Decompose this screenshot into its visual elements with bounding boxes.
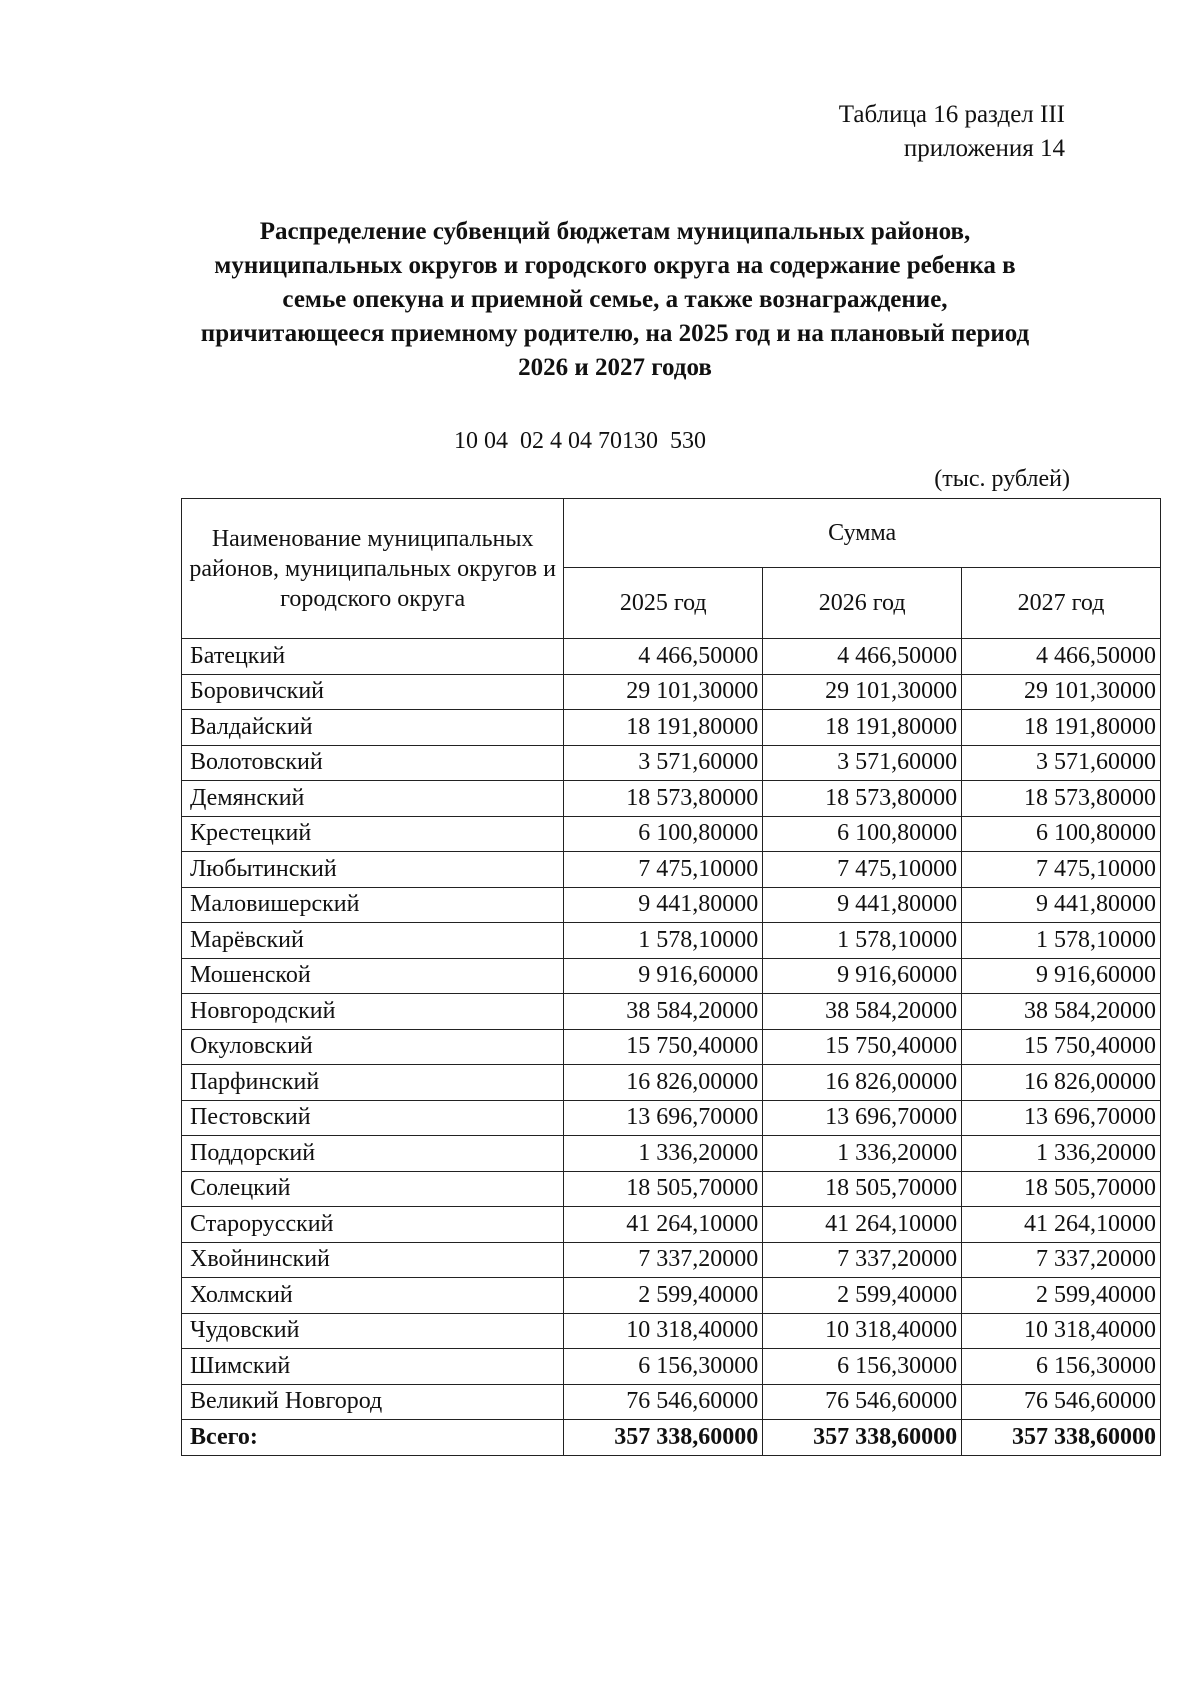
value-2026: 357 338,60000 <box>763 1420 962 1456</box>
sum-column-header: Сумма <box>564 499 1161 568</box>
value-2025: 9 916,60000 <box>564 958 763 994</box>
table-row <box>182 1278 1161 1314</box>
value-2027: 6 100,80000 <box>962 816 1161 852</box>
value-2025: 2 599,40000 <box>564 1278 763 1314</box>
title-line-5: 2026 и 2027 годов <box>518 354 712 381</box>
value-2027: 29 101,30000 <box>962 674 1161 710</box>
district-name: Боровичский <box>182 674 564 710</box>
value-2026: 7 337,20000 <box>763 1242 962 1278</box>
value-2027: 16 826,00000 <box>962 1065 1161 1101</box>
table-row <box>182 674 1161 710</box>
value-2026: 9 916,60000 <box>763 958 962 994</box>
subvention-table <box>181 498 1161 1456</box>
table-row <box>182 923 1161 959</box>
value-2027: 18 505,70000 <box>962 1171 1161 1207</box>
table-row <box>182 639 1161 675</box>
value-2026: 15 750,40000 <box>763 1029 962 1065</box>
year-2027-header: 2027 год <box>962 568 1161 639</box>
value-2027: 1 336,20000 <box>962 1136 1161 1172</box>
district-name: Хвойнинский <box>182 1242 564 1278</box>
table-row <box>182 745 1161 781</box>
value-2025: 1 336,20000 <box>564 1136 763 1172</box>
total-row <box>182 1420 1161 1456</box>
district-name: Волотовский <box>182 745 564 781</box>
title-line-2: муниципальных округов и городского округа на содержание ребенка в <box>214 252 1016 279</box>
value-2026: 3 571,60000 <box>763 745 962 781</box>
value-2026: 6 100,80000 <box>763 816 962 852</box>
value-2027: 6 156,30000 <box>962 1349 1161 1385</box>
value-2026: 18 191,80000 <box>763 710 962 746</box>
table-row <box>182 887 1161 923</box>
table-row <box>182 1384 1161 1420</box>
district-name: Парфинский <box>182 1065 564 1101</box>
value-2025: 357 338,60000 <box>564 1420 763 1456</box>
value-2026: 38 584,20000 <box>763 994 962 1030</box>
year-2026-header: 2026 год <box>763 568 962 639</box>
district-name: Всего: <box>182 1420 564 1456</box>
district-name: Маловишерский <box>182 887 564 923</box>
title-line-1: Распределение субвенций бюджетам муниципальных районов, <box>259 218 971 245</box>
value-2027: 10 318,40000 <box>962 1313 1161 1349</box>
district-name: Мошенской <box>182 958 564 994</box>
district-name: Марёвский <box>182 923 564 959</box>
value-2026: 41 264,10000 <box>763 1207 962 1243</box>
district-name: Солецкий <box>182 1171 564 1207</box>
district-name: Старорусский <box>182 1207 564 1243</box>
value-2027: 2 599,40000 <box>962 1278 1161 1314</box>
table-row <box>182 1171 1161 1207</box>
value-2026: 1 578,10000 <box>763 923 962 959</box>
value-2027: 9 916,60000 <box>962 958 1161 994</box>
value-2027: 41 264,10000 <box>962 1207 1161 1243</box>
value-2026: 7 475,10000 <box>763 852 962 888</box>
value-2026: 10 318,40000 <box>763 1313 962 1349</box>
value-2025: 7 475,10000 <box>564 852 763 888</box>
table-row <box>182 781 1161 817</box>
value-2026: 29 101,30000 <box>763 674 962 710</box>
value-2027: 38 584,20000 <box>962 994 1161 1030</box>
district-name: Крестецкий <box>182 816 564 852</box>
table-header-row <box>182 499 1161 568</box>
district-name: Батецкий <box>182 639 564 675</box>
table-row <box>182 1207 1161 1243</box>
value-2025: 29 101,30000 <box>564 674 763 710</box>
value-2027: 13 696,70000 <box>962 1100 1161 1136</box>
district-name: Любытинский <box>182 852 564 888</box>
value-2027: 1 578,10000 <box>962 923 1161 959</box>
value-2025: 41 264,10000 <box>564 1207 763 1243</box>
value-2027: 76 546,60000 <box>962 1384 1161 1420</box>
table-row <box>182 1100 1161 1136</box>
value-2025: 13 696,70000 <box>564 1100 763 1136</box>
district-name: Великий Новгород <box>182 1384 564 1420</box>
reference-line-2: приложения 14 <box>903 135 1065 162</box>
value-2026: 4 466,50000 <box>763 639 962 675</box>
value-2025: 9 441,80000 <box>564 887 763 923</box>
reference-line-1: Таблица 16 раздел III <box>838 101 1065 128</box>
district-name: Окуловский <box>182 1029 564 1065</box>
district-name: Чудовский <box>182 1313 564 1349</box>
title-line-3: семье опекуна и приемной семье, а также вознаграждение, <box>282 286 948 313</box>
value-2026: 6 156,30000 <box>763 1349 962 1385</box>
document-title <box>165 215 1065 385</box>
value-2027: 7 475,10000 <box>962 852 1161 888</box>
value-2025: 76 546,60000 <box>564 1384 763 1420</box>
district-name: Валдайский <box>182 710 564 746</box>
document-reference <box>839 98 1065 166</box>
district-name: Поддорский <box>182 1136 564 1172</box>
value-2027: 3 571,60000 <box>962 745 1161 781</box>
value-2025: 7 337,20000 <box>564 1242 763 1278</box>
table-row <box>182 1029 1161 1065</box>
title-line-4: причитающееся приемному родителю, на 2025 год и на плановый период <box>200 320 1030 347</box>
district-name: Холмский <box>182 1278 564 1314</box>
district-name: Шимский <box>182 1349 564 1385</box>
table-row <box>182 1349 1161 1385</box>
table-body <box>182 639 1161 1456</box>
table-row <box>182 1136 1161 1172</box>
value-2025: 6 156,30000 <box>564 1349 763 1385</box>
district-name: Новгородский <box>182 994 564 1030</box>
value-2026: 1 336,20000 <box>763 1136 962 1172</box>
value-2026: 18 505,70000 <box>763 1171 962 1207</box>
table-row <box>182 994 1161 1030</box>
value-2025: 10 318,40000 <box>564 1313 763 1349</box>
table-row <box>182 816 1161 852</box>
table-row <box>182 710 1161 746</box>
table-row <box>182 958 1161 994</box>
value-2027: 357 338,60000 <box>962 1420 1161 1456</box>
table-row <box>182 1065 1161 1101</box>
budget-classification-code: 10 04 02 4 04 70130 530 <box>454 428 706 454</box>
value-2025: 16 826,00000 <box>564 1065 763 1101</box>
value-2025: 1 578,10000 <box>564 923 763 959</box>
table-row <box>182 1242 1161 1278</box>
value-2025: 38 584,20000 <box>564 994 763 1030</box>
value-2025: 18 573,80000 <box>564 781 763 817</box>
value-2025: 18 505,70000 <box>564 1171 763 1207</box>
value-2027: 7 337,20000 <box>962 1242 1161 1278</box>
value-2027: 18 191,80000 <box>962 710 1161 746</box>
value-2027: 9 441,80000 <box>962 887 1161 923</box>
value-2025: 3 571,60000 <box>564 745 763 781</box>
value-2026: 9 441,80000 <box>763 887 962 923</box>
value-2025: 15 750,40000 <box>564 1029 763 1065</box>
district-name: Демянский <box>182 781 564 817</box>
value-2026: 16 826,00000 <box>763 1065 962 1101</box>
name-column-header: Наименование муниципальных районов, муниципальных округов и городского округа <box>182 499 564 639</box>
value-2027: 18 573,80000 <box>962 781 1161 817</box>
value-2025: 18 191,80000 <box>564 710 763 746</box>
table-row <box>182 852 1161 888</box>
value-2027: 4 466,50000 <box>962 639 1161 675</box>
year-2025-header: 2025 год <box>564 568 763 639</box>
value-2027: 15 750,40000 <box>962 1029 1161 1065</box>
district-name: Пестовский <box>182 1100 564 1136</box>
table-row <box>182 1313 1161 1349</box>
units-label: (тыс. рублей) <box>934 466 1070 492</box>
value-2026: 2 599,40000 <box>763 1278 962 1314</box>
value-2026: 76 546,60000 <box>763 1384 962 1420</box>
value-2025: 4 466,50000 <box>564 639 763 675</box>
value-2026: 13 696,70000 <box>763 1100 962 1136</box>
value-2025: 6 100,80000 <box>564 816 763 852</box>
value-2026: 18 573,80000 <box>763 781 962 817</box>
